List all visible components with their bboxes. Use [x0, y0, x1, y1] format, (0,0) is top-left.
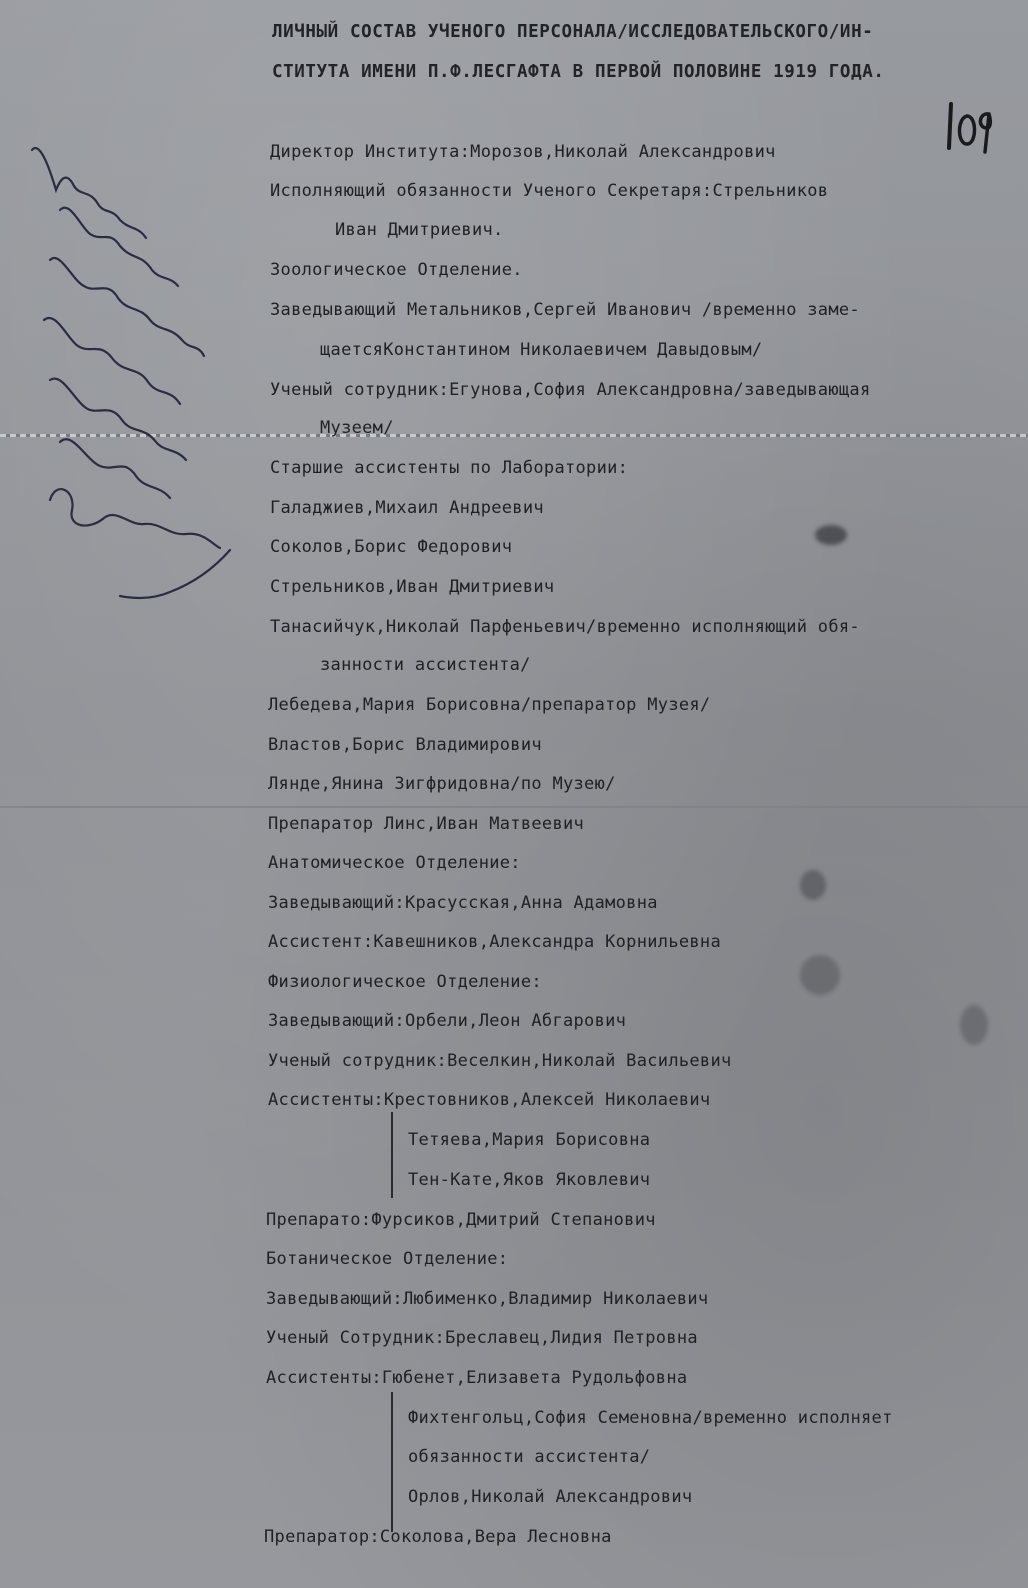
title-line-1: ЛИЧНЫЙ СОСТАВ УЧЕНОГО ПЕРСОНАЛА/ИССЛЕДОВАТЕЛЬСКОГО/ИН- — [272, 22, 874, 42]
entry-physiology-preparator: Препарато:Фурсиков,Дмитрий Степанович — [266, 1210, 656, 1230]
entry-anatomy-assistant: Ассистент:Кавешников,Александра Корнильевна — [268, 932, 721, 952]
entry-botany-preparator: Препаратор:Соколова,Вера Лесновна — [264, 1527, 612, 1547]
entry-staff: Галаджиев,Михаил Андреевич — [270, 498, 544, 518]
section-physiology: Физиологическое Отделение: — [268, 972, 542, 992]
handwritten-margin-note — [20, 130, 240, 610]
bracket-line — [391, 1112, 393, 1198]
entry-research-fellow-cont: Музеем/ — [320, 418, 394, 438]
bracket-line — [391, 1392, 393, 1532]
entry-staff: Танасийчук,Николай Парфеньевич/временно исполняющий обя- — [270, 617, 860, 637]
entry-physiology-head: Заведывающий:Орбели,Леон Абгарович — [268, 1011, 627, 1031]
entry-zoology-head: Заведывающий Метальников,Сергей Иванович /временно заме- — [270, 300, 860, 320]
title-line-2: СТИТУТА ИМЕНИ П.Ф.ЛЕСГАФТА В ПЕРВОЙ ПОЛОВИНЕ 1919 ГОДА. — [272, 62, 885, 82]
section-botany: Ботаническое Отделение: — [266, 1249, 509, 1269]
entry-acting-secretary-cont: Иван Дмитриевич. — [335, 220, 504, 240]
ink-smudge — [800, 955, 840, 995]
ink-smudge — [815, 525, 847, 545]
entry-anatomy-head: Заведывающий:Красусская,Анна Адамовна — [268, 893, 658, 913]
entry-staff: Властов,Борис Владимирович — [268, 735, 542, 755]
ink-smudge — [800, 870, 826, 900]
entry-physiology-fellow: Ученый сотрудник:Веселкин,Николай Васильевич — [268, 1051, 732, 1071]
entry-physiology-assistant: Тетяева,Мария Борисовна — [408, 1130, 651, 1150]
folio-number-handwritten — [945, 96, 995, 156]
entry-acting-secretary: Исполняющий обязанности Ученого Секретаря:Стрельников — [270, 181, 829, 201]
entry-botany-assistant: Орлов,Николай Александрович — [408, 1487, 693, 1507]
entry-research-fellow: Ученый сотрудник:Егунова,София Александровна/заведывающая — [270, 380, 871, 400]
entry-staff-cont: занности ассистента/ — [320, 655, 531, 675]
section-anatomy: Анатомическое Отделение: — [268, 853, 521, 873]
entry-staff: Лебедева,Мария Борисовна/препаратор Музея/ — [268, 695, 711, 715]
entry-botany-assistant: Фихтенгольц,София Семеновна/временно исполняет — [408, 1408, 893, 1428]
entry-botany-fellow: Ученый Сотрудник:Бреславец,Лидия Петровна — [266, 1328, 698, 1348]
entry-staff: Стрельников,Иван Дмитриевич — [270, 577, 555, 597]
entry-director: Директор Института:Морозов,Николай Александрович — [270, 142, 776, 162]
entry-physiology-assistant: Тен-Кате,Яков Яковлевич — [408, 1170, 651, 1190]
entry-staff: Лянде,Янина Зигфридовна/по Музею/ — [268, 774, 616, 794]
entry-preparator: Препаратор Линс,Иван Матвеевич — [268, 814, 585, 834]
entry-botany-head: Заведывающий:Любименко,Владимир Николаевич — [266, 1289, 709, 1309]
section-zoology: Зоологическое Отделение. — [270, 260, 523, 280]
section-senior-assistants: Старшие ассистенты по Лаборатории: — [270, 458, 629, 478]
entry-physiology-assistants: Ассистенты:Крестовников,Алексей Николаевич — [268, 1090, 711, 1110]
ink-smudge — [960, 1005, 988, 1045]
entry-zoology-head-cont: щаетсяКонстантином Николаевичем Давыдовым/ — [320, 340, 763, 360]
fold-crease — [0, 806, 1028, 808]
entry-botany-assistant-cont: обязанности ассистента/ — [408, 1447, 651, 1467]
entry-staff: Соколов,Борис Федорович — [270, 537, 513, 557]
entry-botany-assistants: Ассистенты:Гюбенет,Елизавета Рудольфовна — [266, 1368, 688, 1388]
